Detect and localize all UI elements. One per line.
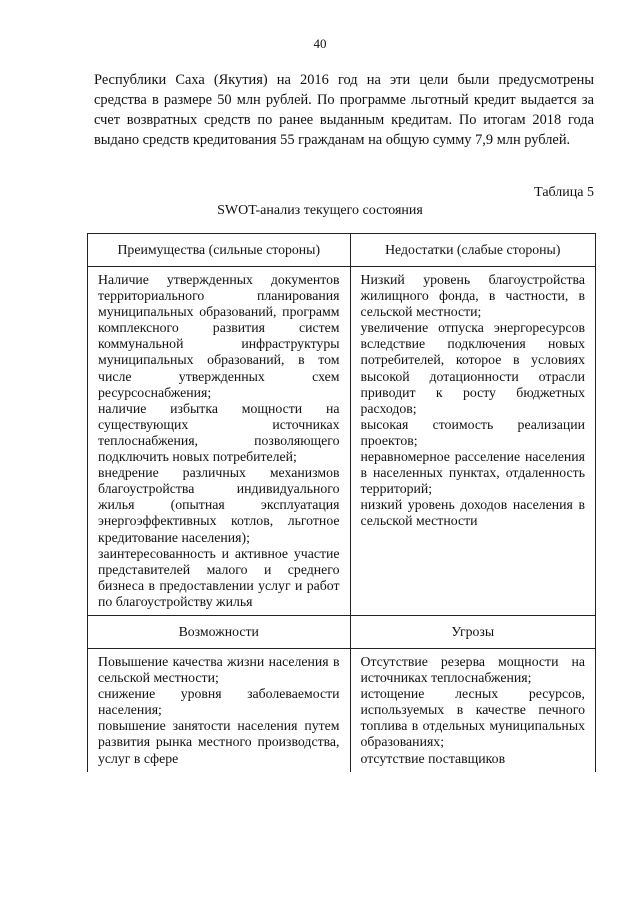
threat-item: истощение лесных ресурсов, используемых в качестве печного топлива в отдельных муниципальных образованиях;	[360, 686, 585, 750]
table-row	[88, 648, 596, 771]
strength-item: Наличие утвержденных документов территориального планирования муниципальных образований, программ комплексного развития систем коммунальной инфраструктуры муниципальных образований, в том числе утвержденных схем ресурсоснабжения;	[98, 272, 340, 400]
intro-paragraph: Республики Саха (Якутия) на 2016 год на эти цели были предусмотрены средства в размере 50 млн рублей. По программе льготный кредит выдается за счет возвратных средств по ранее выданным кредитам. По итогам 2018 года выдано средств кредитования 55 гражданам на общую сумму 7,9 млн рублей.	[94, 72, 594, 148]
threats-header: Угрозы	[350, 615, 595, 648]
weakness-item: неравномерное расселение населения в населенных пунктах, отдаленность территорий;	[360, 449, 585, 497]
table-row	[88, 267, 596, 616]
weaknesses-header: Недостатки (слабые стороны)	[350, 234, 595, 267]
threat-item: Отсутствие резерва мощности на источниках теплоснабжения;	[360, 653, 585, 686]
opportunity-item: повышение занятости населения путем развития рынка местного производства, услуг в сфере	[98, 718, 340, 766]
weakness-item: высокая стоимость реализации проектов;	[360, 416, 585, 448]
weakness-item: низкий уровень доходов населения в сельской местности	[360, 497, 585, 529]
strengths-header: Преимущества (сильные стороны)	[88, 234, 351, 267]
opportunities-cell	[88, 648, 351, 771]
page-number: 40	[313, 36, 327, 51]
strength-item: заинтересованность и активное участие представителей малого и среднего бизнеса в предоставлении услуг и работ по благоустройству жилья	[98, 545, 340, 609]
opportunity-item: Повышение качества жизни населения в сельской местности;	[98, 653, 340, 686]
weakness-item: Низкий уровень благоустройства жилищного фонда, в частности, в сельской местности;	[360, 272, 585, 320]
table-header-row	[88, 234, 596, 267]
opportunity-item: снижение уровня заболеваемости населения;	[98, 686, 340, 718]
table-title: SWOT-анализ текущего состояния	[217, 203, 423, 218]
threats-cell	[350, 648, 595, 771]
threat-item: отсутствие поставщиков	[360, 750, 506, 766]
swot-table	[87, 233, 596, 772]
opportunities-header: Возможности	[88, 615, 351, 648]
weakness-item: увеличение отпуска энергоресурсов вследствие подключения новых потребителей, которое в условиях высокой дотационности отрасли приводит к росту бюджетных расходов;	[360, 320, 585, 416]
weaknesses-cell	[350, 267, 595, 616]
table-label: Таблица 5	[534, 185, 594, 200]
strength-item: внедрение различных механизмов благоустройства индивидуального жилья (опытная эксплуатация энергоэффективных котлов, льготное кредитование населения);	[98, 465, 340, 545]
strengths-cell	[88, 267, 351, 616]
strength-item: наличие избытка мощности на существующих источниках теплоснабжения, позволяющего подключить новых потребителей;	[98, 400, 340, 465]
table-header-row	[88, 615, 596, 648]
